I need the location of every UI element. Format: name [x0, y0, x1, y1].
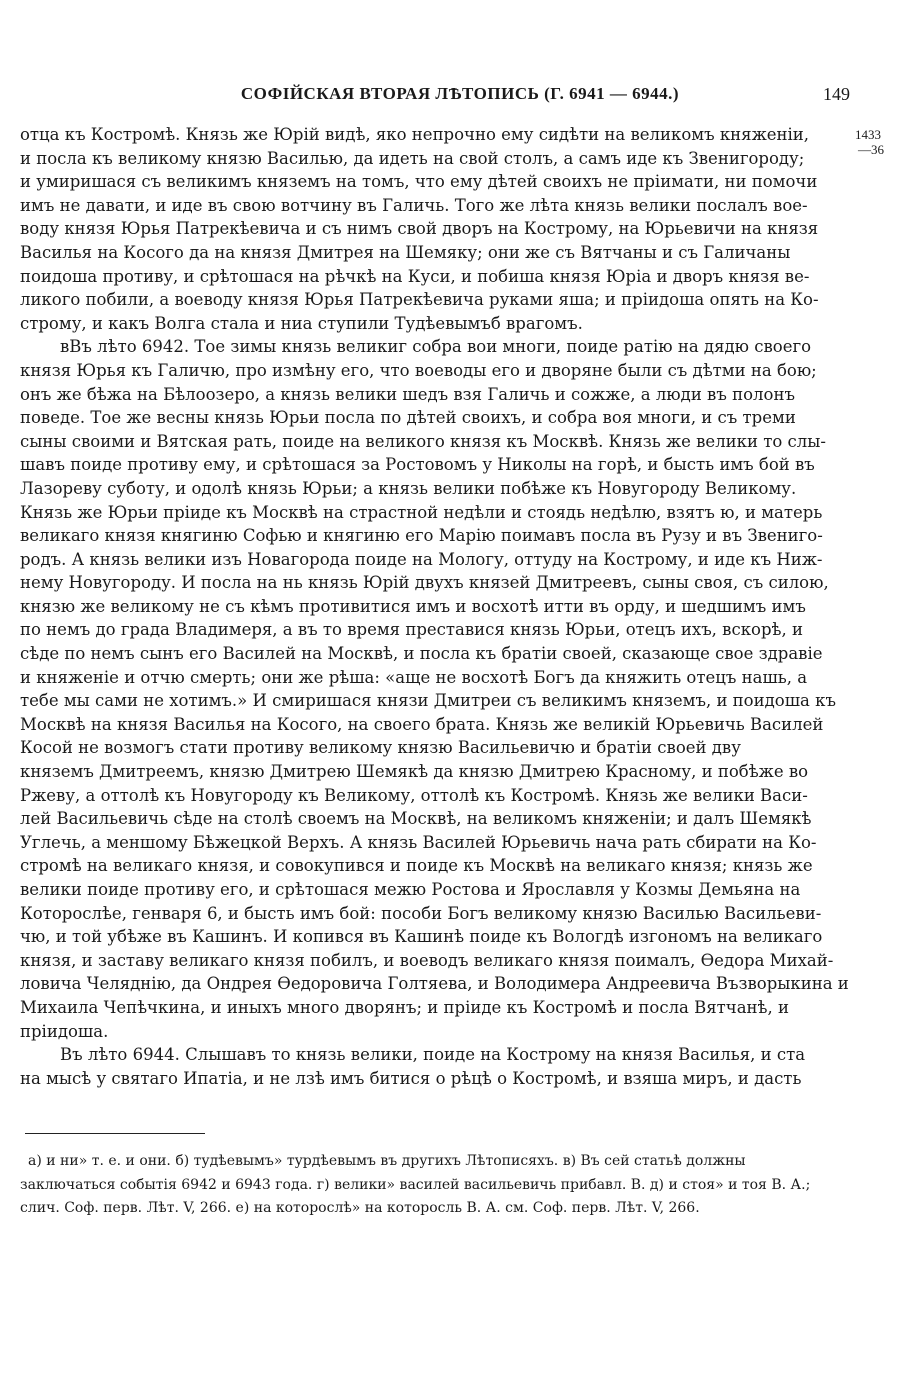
text-line: чю, и той убѣже въ Кашинъ. И копився въ Кашинѣ поиде къ Вологдѣ изгономъ на великаго [20, 927, 823, 947]
text-line: строму, и какъ Волга стала и ниа ступили Тудѣевымъб врагомъ. [20, 313, 583, 333]
text-line: князя, и заставу великаго князя побилъ, и воеводъ великаго князя поималъ, Ѳедора Михай- [20, 950, 834, 970]
text-line: Ржеву, а оттолѣ къ Новугороду къ Великому, оттолѣ къ Костромѣ. Князь же велики Васи- [20, 785, 808, 805]
text-line: Лазореву суботу, и одолѣ князь Юрьи; а князь велики побѣже къ Новугороду Великому. [20, 478, 797, 498]
text-line: воду князя Юрья Патрекѣевича и съ нимъ свой дворъ на Кострому, на Юрьевичи на князя [20, 219, 819, 239]
page-number: 149 [823, 84, 850, 104]
text-line: поидоша противу, и срѣтошася на рѣчкѣ на Куси, и побиша князя Юріа и дворъ князя ве- [20, 266, 810, 286]
running-title: СОФІЙСКАЯ ВТОРАЯ ЛѢТОПИСЬ (Г. 6941 — 6944.) [240, 84, 680, 103]
text-line: родъ. А князь велики изъ Новагорода поиде на Мологу, оттуду на Кострому, и иде къ Ниж- [20, 549, 823, 569]
margin-year-top: 1433 [855, 127, 881, 142]
text-line: по немъ до града Владимеря, а въ то время преставися князь Юрьи, отецъ ихъ, вскорѣ, и [20, 620, 803, 640]
text-line: шавъ поиде противу ему, и срѣтошася за Ростовомъ у Николы на горѣ, и бысть имъ бой въ [20, 455, 815, 475]
text-line: пріидоша. [20, 1021, 109, 1041]
text-line: Василья на Косого да на князя Дмитрея на Шемяку; они же съ Вятчаны и съ Галичаны [20, 242, 791, 262]
text-line: Въ лѣто 6944. Слышавъ то князь велики, поиде на Кострому на князя Василья, и ста [60, 1045, 806, 1065]
page-header [30, 84, 850, 110]
text-line: онъ же бѣжа на Бѣлоозеро, а князь велики шедъ взя Галичь и сожже, а люди въ полонъ [20, 384, 795, 404]
footnote-line: заключаться событія 6942 и 6943 года. г) велики» василей васильевичь прибавл. В. д) и стоя» и тоя В. А.; [20, 1176, 811, 1193]
text-line: князя Юрья къ Галичю, про измѣну его, что воеводы его и дворяне были съ дѣтми на бою; [20, 360, 817, 380]
text-line: князю же великому не съ кѣмъ противитися имъ и восхотѣ итти въ орду, и шедшимъ имъ [20, 596, 806, 616]
text-line: Михаила Чепѣчкина, и иныхъ много дворянъ; и пріиде къ Костромѣ и посла Вятчанѣ, и [20, 997, 789, 1017]
text-line: сѣде по немъ сынъ его Василей на Москвѣ, и посла къ братіи своей, сказающе свое здравіе [20, 644, 823, 664]
text-line: Углечь, а меншому Бѣжецкой Верхъ. А князь Василей Юрьевичь нача рать сбирати на Ко- [20, 832, 817, 852]
chronicle-text [20, 123, 850, 1090]
text-line: ловича Челяднію, да Ондрея Ѳедоровича Голтяева, и Володимера Андреевича Възворыкина и [20, 974, 849, 994]
text-line: лей Васильевичь сѣде на столѣ своемъ на Москвѣ, на великомъ княженіи; и далъ Шемякѣ [20, 809, 812, 829]
text-line: стромѣ на великаго князя, и совокупився и поиде къ Москвѣ на великаго князя; князь же [20, 856, 813, 876]
text-line: вВъ лѣто 6942. Тое зимы князь великиг собра вои многи, поиде ратію на дядю своего [60, 337, 812, 357]
text-line: и умиришася съ великимъ княземъ на томъ, что ему дѣтей своихъ не пріимати, ни помочи [20, 172, 818, 192]
text-line: на мысѣ у святаго Ипатіа, и не лзѣ имъ битися о рѣцѣ о Костромѣ, и взяша миръ, и дасть [20, 1068, 802, 1088]
text-line: отца къ Костромѣ. Князь же Юрій видѣ, яко непрочно ему сидѣти на великомъ княженіи, [20, 125, 810, 144]
text-line: Князь же Юрьи пріиде къ Москвѣ на страстной недѣли и стоядь недѣлю, взятъ ю, и матерь [20, 502, 823, 522]
text-line: княземъ Дмитреемъ, князю Дмитрею Шемякѣ да князю Дмитрею Красному, и побѣже во [20, 762, 809, 782]
text-line: нему Новугороду. И посла на нь князь Юрій двухъ князей Дмитреевъ, сыны своя, съ силою, [20, 573, 829, 593]
text-line: ликого побили, а воеводу князя Юрья Патрекѣевича руками яша; и пріидоша опять на Ко- [20, 290, 819, 310]
text-line: Которослѣе, генваря 6, и бысть имъ бой: пособи Богъ великому князю Василью Васильеви- [20, 903, 822, 923]
text-line: великаго князя княгиню Софью и княгиню его Марію поимавъ посла въ Рузу и въ Звениго- [20, 526, 823, 546]
text-line: велики поиде противу его, и срѣтошася межю Ростова и Ярославля у Козмы Демьяна на [20, 880, 801, 899]
footnote-divider [25, 1133, 205, 1134]
footnote-line: слич. Соф. перв. Лѣт. V, 266. е) на которослѣ» на которосль В. А. см. Соф. перв. Лѣт. V, 266. [20, 1200, 700, 1216]
margin-year-bottom: —36 [858, 142, 884, 157]
footnote-line: а) и ни» т. е. и они. б) тудѣевымъ» турдѣевымъ въ другихъ Лѣтописяхъ. в) Въ сей статьѣ должны [28, 1153, 746, 1169]
text-line: сыны своими и Вятская рать, поиде на великого князя къ Москвѣ. Князь же велики то слы- [20, 431, 826, 451]
text-line: поведе. Тое же весны князь Юрьи посла по дѣтей своихъ, и собра воя многи, и съ треми [20, 408, 796, 428]
text-line: Косой не возмогъ стати противу великому князю Васильевичю и братіи своей дву [20, 738, 741, 758]
text-line: и княженіе и отчю смерть; они же рѣша: «аще не восхотѣ Богъ да княжить отецъ нашь, а [20, 667, 808, 687]
footnotes [20, 1150, 850, 1221]
text-line: Москвѣ на князя Василья на Косого, на своего брата. Князь же великій Юрьевичь Василей [20, 714, 824, 734]
text-line: и посла къ великому князю Василью, да идеть на свой столъ, а самъ иде къ Звенигороду; [20, 148, 805, 168]
text-line: имъ не давати, и иде въ свою вотчину въ Галичь. Того же лѣта князь велики послалъ вое- [20, 195, 808, 215]
text-line: тебе мы сами не хотимъ.» И смиришася князи Дмитреи съ великимъ княземъ, и поидоша къ [20, 691, 836, 711]
